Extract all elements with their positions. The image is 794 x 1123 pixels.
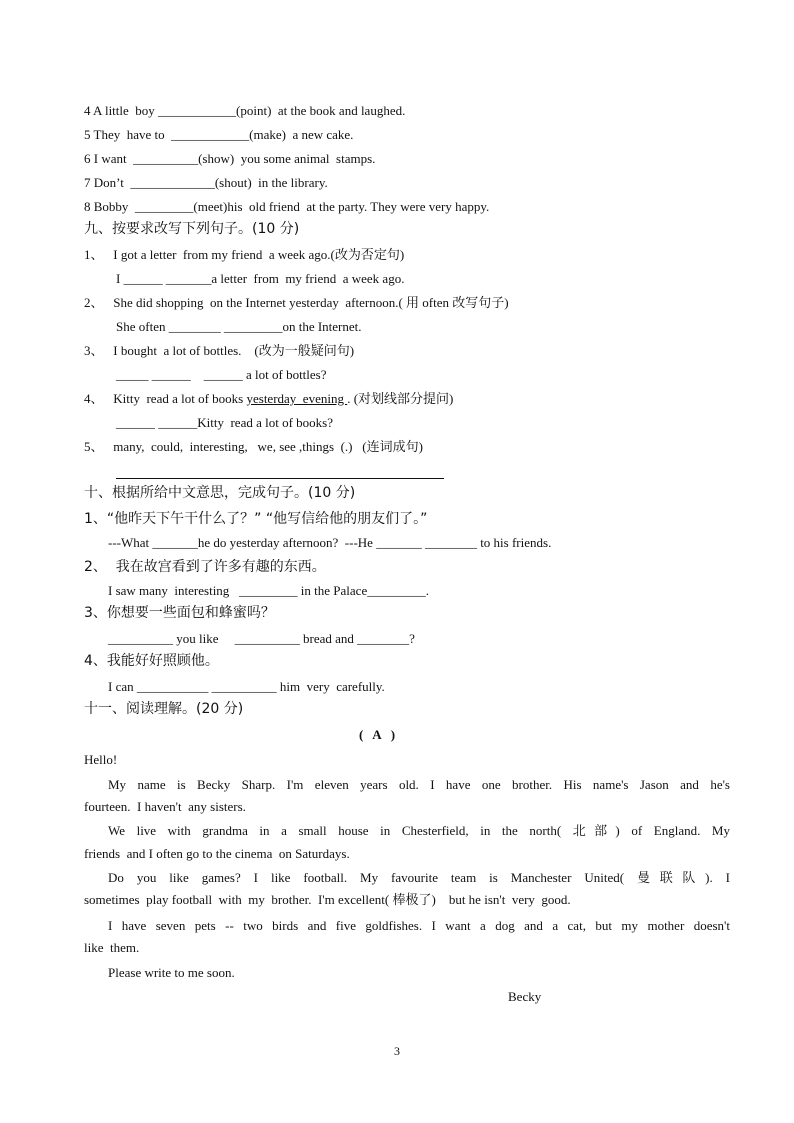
fill-item-5: 5 They have to ____________(make) a new cake. — [84, 127, 354, 142]
paragraph-3-line-2: sometimes play football with my brother. I'm excellent( 棒极了) but he isn't very good. — [84, 892, 571, 907]
letter-closing: Please write to me soon. — [108, 965, 235, 980]
fill-item-6: 6 I want __________(show) you some animal stamps. — [84, 151, 376, 166]
translate-answer-3: __________ you like __________ bread and ________? — [108, 631, 415, 646]
translate-answer-4: I can ___________ __________ him very carefully. — [108, 679, 385, 694]
translate-question-4: 4、我能好好照顾他。 — [84, 653, 219, 669]
letter-signature: Becky — [508, 989, 542, 1004]
question-4-instruction: . (对划线部分提问) — [347, 391, 454, 406]
rewrite-question-2: 2、 She did shopping on the Internet yesterday afternoon.( 用 often 改写句子) — [84, 295, 509, 310]
rewrite-question-4 — [84, 391, 453, 407]
section-9-heading: 九、按要求改写下列句子。(10 分) — [84, 221, 300, 237]
page-number: 3 — [394, 1044, 400, 1058]
rewrite-answer-3: _____ ______ ______ a lot of bottles? — [116, 367, 327, 382]
rewrite-answer-1: I ______ _______a letter from my friend a week ago. — [116, 271, 405, 286]
answer-line-5 — [116, 478, 444, 479]
fill-item-7: 7 Don’t _____________(shout) in the library. — [84, 175, 328, 190]
paragraph-4-line-2: like them. — [84, 940, 140, 955]
paragraph-2-line-2: friends and I often go to the cinema on Saturdays. — [84, 846, 350, 861]
rewrite-answer-4: ______ ______Kitty read a lot of books? — [116, 415, 333, 430]
rewrite-question-3: 3、 I bought a lot of bottles. (改为一般疑问句) — [84, 343, 355, 358]
paragraph-1-line-2: fourteen. I haven't any sisters. — [84, 799, 246, 814]
letter-greeting: Hello! — [84, 752, 118, 767]
passage-label: ( A ) — [358, 727, 396, 742]
fill-item-4: 4 A little boy ____________(point) at the book and laughed. — [84, 103, 406, 118]
section-11-heading: 十一、阅读理解。(20 分) — [84, 701, 244, 717]
translate-question-2: 2、 我在故宫看到了许多有趣的东西。 — [84, 559, 326, 575]
rewrite-question-5: 5、 many, could, interesting, we, see ,things (.) (连词成句) — [84, 439, 423, 454]
paragraph-3-line-1: Do you like games? I like football. My favourite team is Manchester United( 曼联队). I — [108, 870, 730, 885]
rewrite-question-1: 1、 I got a letter from my friend a week ago.(改为否定句) — [84, 247, 405, 262]
question-4-text: 4、 Kitty read a lot of books — [84, 391, 247, 406]
paragraph-4-line-1: I have seven pets -- two birds and five goldfishes. I want a dog and a cat, but my mother doesn't — [108, 918, 730, 933]
translate-question-1: 1、“他昨天下午干什么了？” “他写信给他的朋友们了。” — [84, 511, 428, 527]
section-10-heading: 十、根据所给中文意思，完成句子。(10 分) — [84, 485, 356, 501]
translate-question-3: 3、你想要一些面包和蜂蜜吗？ — [84, 605, 275, 621]
translate-answer-2: I saw many interesting _________ in the Palace_________. — [108, 583, 429, 598]
paragraph-2-line-1: We live with grandma in a small house in Chesterfield, in the north( 北部) of England. My — [108, 823, 730, 838]
translate-answer-1: ---What _______he do yesterday afternoon? ---He _______ ________ to his friends. — [108, 535, 552, 550]
paragraph-1-line-1: My name is Becky Sharp. I'm eleven years old. I have one brother. His name's Jason and he's — [108, 777, 730, 792]
underlined-phrase: yesterday evening — [246, 391, 348, 406]
rewrite-answer-2: She often ________ _________on the Internet. — [116, 319, 362, 334]
fill-item-8: 8 Bobby _________(meet)his old friend at the party. They were very happy. — [84, 199, 490, 214]
